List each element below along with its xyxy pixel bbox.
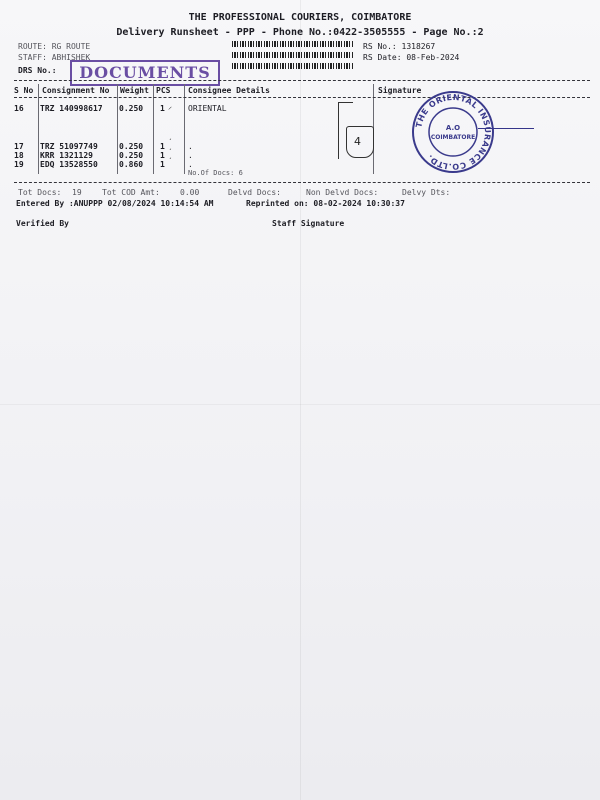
company-seal-stamp <box>411 90 495 174</box>
seal-outer-text: THE ORIENTAL INSURANCE CO.LTD. <box>414 92 493 172</box>
row-consignee: . <box>188 142 193 151</box>
documents-stamp: DOCUMENTS <box>70 60 220 86</box>
col-header-weight: Weight <box>120 86 149 95</box>
row-sno: 16 <box>14 104 24 113</box>
row-pcs: 1 <box>160 142 165 151</box>
divider-header <box>14 97 590 98</box>
col-header-sno: S No <box>14 86 34 95</box>
divider-bottom <box>14 182 590 183</box>
paper-fold-horizontal <box>0 404 600 405</box>
staff-signature-label: Staff Signature <box>272 219 345 228</box>
handwritten-number: 4 <box>354 135 361 148</box>
barcode-1 <box>232 41 354 47</box>
barcode-3 <box>232 63 354 69</box>
tot-docs-value: 19 <box>72 188 82 197</box>
row-pcs: 1 <box>160 104 165 113</box>
row-sno: 18 <box>14 151 24 160</box>
row-sno: 19 <box>14 160 24 169</box>
docs-count-text: No.Of Docs: 6 <box>188 169 243 177</box>
row-consignment: EDQ 13528550 <box>40 160 98 169</box>
paper-fold-vertical <box>300 0 301 800</box>
rs-date: RS Date: 08-Feb-2024 <box>363 53 460 62</box>
tick-mark: ˊ <box>168 138 173 147</box>
row-consignee: ORIENTAL <box>188 104 227 113</box>
tot-cod-value: 0.00 <box>180 188 200 197</box>
entered-by-text: Entered By :ANUPPP 02/08/2024 10:14:54 AM <box>16 199 214 208</box>
row-pcs: 1 <box>160 151 165 160</box>
tick-mark: ˊ <box>168 157 173 166</box>
seal-inner-line1: A.O <box>445 124 461 132</box>
col-header-consignment: Consignment No <box>42 86 110 95</box>
tick-mark: ⸝ <box>168 102 172 111</box>
reprinted-on-text: Reprinted on: 08-02-2024 10:30:37 <box>246 199 405 208</box>
staff-text: STAFF: ABHISHEK <box>18 53 91 62</box>
signature-stroke <box>478 128 534 129</box>
barcode-2 <box>232 52 354 58</box>
tot-docs-label: Tot Docs: <box>18 188 62 197</box>
tot-cod-label: Tot COD Amt: <box>102 188 160 197</box>
col-header-signature: Signature <box>378 86 422 95</box>
tick-mark: ˊ <box>168 148 173 157</box>
divider-top <box>14 80 590 81</box>
non-delvd-docs-label: Non Delvd Docs: <box>306 188 379 197</box>
company-title: THE PROFESSIONAL COURIERS, COIMBATORE <box>188 12 412 23</box>
row-weight: 0.250 <box>119 104 144 113</box>
row-weight: 0.250 <box>119 151 144 160</box>
row-weight: 0.860 <box>119 160 144 169</box>
delvd-docs-label: Delvd Docs: <box>228 188 281 197</box>
row-consignee: . <box>188 160 193 169</box>
row-weight: 0.250 <box>119 142 144 151</box>
col-header-pcs: PCS <box>156 86 171 95</box>
seal-inner-line2: COIMBATORE <box>430 134 476 141</box>
verified-by-label: Verified By <box>16 219 69 228</box>
row-consignment: KRR 1321129 <box>40 151 93 160</box>
row-consignment: TRZ 51097749 <box>40 142 98 151</box>
route-text: ROUTE: RG ROUTE <box>18 42 91 51</box>
row-pcs: 1 <box>160 160 165 169</box>
row-consignment: TRZ 140998617 <box>40 104 103 113</box>
row-sno: 17 <box>14 142 24 151</box>
col-header-consignee: Consignee Details <box>188 86 270 95</box>
rs-number: RS No.: 1318267 <box>363 42 436 51</box>
row-consignee: . <box>188 151 193 160</box>
delvy-dts-label: Delvy Dts: <box>402 188 451 197</box>
runsheet-subtitle: Delivery Runsheet - PPP - Phone No.:0422-3505555 - Page No.:2 <box>116 27 484 38</box>
drs-label: DRS No.: <box>18 66 57 75</box>
